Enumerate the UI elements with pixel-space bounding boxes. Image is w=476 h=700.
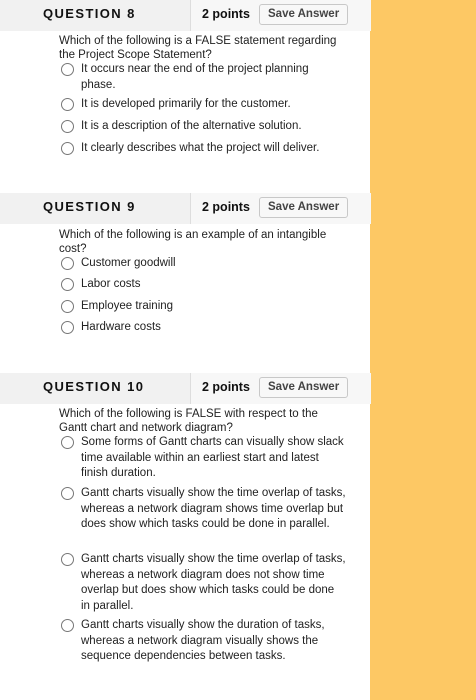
question-title: QUESTION 8 bbox=[43, 6, 136, 21]
answer-label: It clearly describes what the project will deliver. bbox=[81, 142, 320, 154]
question-9-header bbox=[0, 193, 370, 224]
radio-button[interactable] bbox=[61, 257, 74, 270]
answer-label: It occurs near the end of the project planning phase. bbox=[81, 63, 309, 91]
answer-label: Customer goodwill bbox=[81, 257, 176, 269]
answer-label: Gantt charts visually show the time overlap of tasks, whereas a network diagram does not show time overlap but does show which tasks could be done in parallel. bbox=[81, 553, 346, 612]
radio-button[interactable] bbox=[61, 619, 74, 632]
question-text: Which of the following is FALSE with respect to the Gantt chart and network diagram? bbox=[59, 408, 318, 434]
radio-button[interactable] bbox=[61, 487, 74, 500]
radio-button[interactable] bbox=[61, 120, 74, 133]
question-points: 2 points bbox=[202, 380, 250, 394]
answer-label: It is developed primarily for the customer. bbox=[81, 98, 291, 110]
radio-button[interactable] bbox=[61, 98, 74, 111]
radio-button[interactable] bbox=[61, 278, 74, 291]
question-title: QUESTION 10 bbox=[43, 379, 145, 394]
question-points: 2 points bbox=[202, 200, 250, 214]
question-title: QUESTION 9 bbox=[43, 199, 136, 214]
question-8-header bbox=[0, 0, 370, 31]
answer-label: Labor costs bbox=[81, 278, 141, 290]
answer-label: Gantt charts visually show the duration of tasks, whereas a network diagram visually shows the sequence dependencies between tasks. bbox=[81, 619, 325, 662]
answer-label: Hardware costs bbox=[81, 321, 161, 333]
radio-button[interactable] bbox=[61, 553, 74, 566]
question-text: Which of the following is an example of an intangible cost? bbox=[59, 229, 327, 255]
save-answer-button[interactable]: Save Answer bbox=[259, 4, 348, 25]
radio-button[interactable] bbox=[61, 321, 74, 334]
radio-button[interactable] bbox=[61, 63, 74, 76]
radio-button[interactable] bbox=[61, 300, 74, 313]
save-answer-button[interactable]: Save Answer bbox=[259, 197, 348, 218]
answer-label: Some forms of Gantt charts can visually show slack time available within an earliest start and latest finish duration. bbox=[81, 436, 344, 479]
points-box bbox=[190, 373, 371, 404]
save-answer-button[interactable]: Save Answer bbox=[259, 377, 348, 398]
answer-label: Employee training bbox=[81, 300, 174, 312]
question-text: Which of the following is a FALSE statement regarding the Project Scope Statement? bbox=[59, 35, 337, 61]
radio-button[interactable] bbox=[61, 436, 74, 449]
answer-label: It is a description of the alternative solution. bbox=[81, 120, 302, 132]
radio-button[interactable] bbox=[61, 142, 74, 155]
question-10-header bbox=[0, 373, 370, 404]
answer-label: Gantt charts visually show the time overlap of tasks, whereas a network diagram shows time overlap but does show which tasks could be done in parallel. bbox=[81, 487, 346, 530]
points-box bbox=[190, 0, 371, 31]
question-points: 2 points bbox=[202, 7, 250, 21]
points-box bbox=[190, 193, 371, 224]
